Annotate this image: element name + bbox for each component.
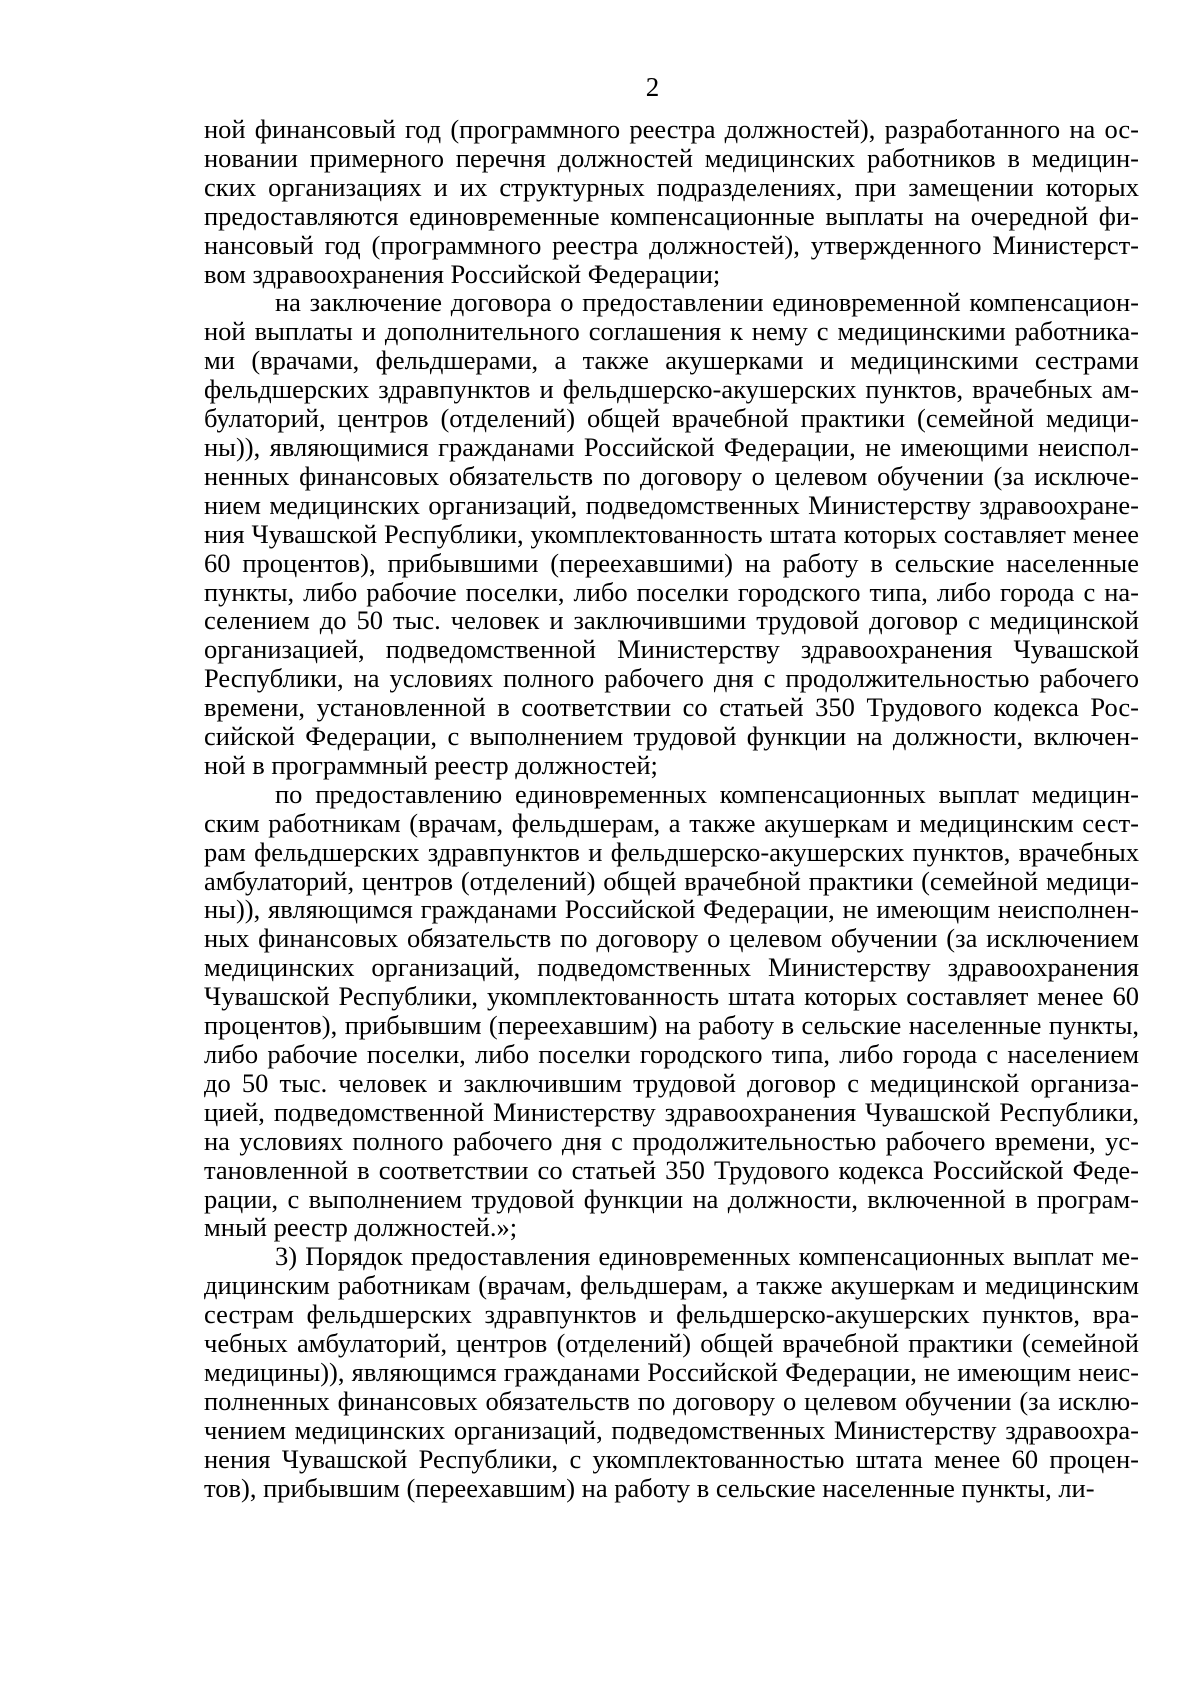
paragraph-payment-provision: по предоставлению единовременных компенсационных выплат медицинским работникам (врачам, фельдшерам, а также акушеркам и медицинским сестрам фельдшерских здравпунктов и фельдшерско-акушерских пунктов, врачебных амбулаторий, центров (отделений) общей врачебной практики (семейной медицины)), являющимся гражданами Российской Федерации, не имеющим неисполненных финансовых обязательств по договору о целевом обучении (за исключением медицинских организаций, подведомственных Министерству здравоохранения Чувашской Республики, укомплектованность штата которых составляет менее 60 процентов), прибывшим (переехавшим) на работу в сельские населенные пункты, либо рабочие поселки, либо поселки городского типа, либо города с населением до 50 тыс. человек и заключившим трудовой договор с медицинской организацией, подведомственной Министерству здравоохранения Чувашской Республики, на условиях полного рабочего дня с продолжительностью рабочего времени, установленной в соответствии со статьей 350 Трудового кодекса Российской Федерации, с выполнением трудовой функции на должности, включенной в программный реестр должностей.»; xyxy=(204,778,1139,1243)
document-body xyxy=(204,115,1139,1503)
paragraph-continuation: ной финансовый год (программного реестра должностей), разработанного на основании примерного перечня должностей медицинских работников в медицинских организациях и их структурных подразделениях, при замещении которых предоставляются единовременные компенсационные выплаты на очередной финансовый год (программного реестра должностей), утвержденного Министерством здравоохранения Российской Федерации; xyxy=(204,114,1139,289)
paragraph-item-3-procedure: 3) Порядок предоставления единовременных компенсационных выплат медицинским работникам (врачам, фельдшерам, а также акушеркам и медицинским сестрам фельдшерских здравпунктов и фельдшерско-акушерских пунктов, врачебных амбулаторий, центров (отделений) общей врачебной практики (семейной медицины)), являющимся гражданами Российской Федерации, не имеющим неисполненных финансовых обязательств по договору о целевом обучении (за исключением медицинских организаций, подведомственных Министерству здравоохранения Чувашской Республики, с укомплектованностью штата менее 60 процентов), прибывшим (переехавшим) на работу в сельские населенные пункты, ли- xyxy=(204,1241,1139,1503)
paragraph-contract-conclusion: на заключение договора о предоставлении единовременной компенсационной выплаты и дополнительного соглашения к нему с медицинскими работниками (врачами, фельдшерами, а также акушерками и медицинскими сестрами фельдшерских здравпунктов и фельдшерско-акушерских пунктов, врачебных амбулаторий, центров (отделений) общей врачебной практики (семейной медицины)), являющимися гражданами Российской Федерации, не имеющими неисполненных финансовых обязательств по договору о целевом обучении (за исключением медицинских организаций, подведомственных Министерству здравоохранения Чувашской Республики, укомплектованность штата которых составляет менее 60 процентов), прибывшими (переехавшими) на работу в сельские населенные пункты, либо рабочие поселки, либо поселки городского типа, либо города с населением до 50 тыс. человек и заключившими трудовой договор с медицинской организацией, подведомственной Министерству здравоохранения Чувашской Республики, на условиях полного рабочего дня с продолжительностью рабочего времени, установленной в соответствии со статьей 350 Трудового кодекса Российской Федерации, с выполнением трудовой функции на должности, включенной в программный реестр должностей; xyxy=(204,287,1139,780)
page-number: 2 xyxy=(645,72,660,102)
